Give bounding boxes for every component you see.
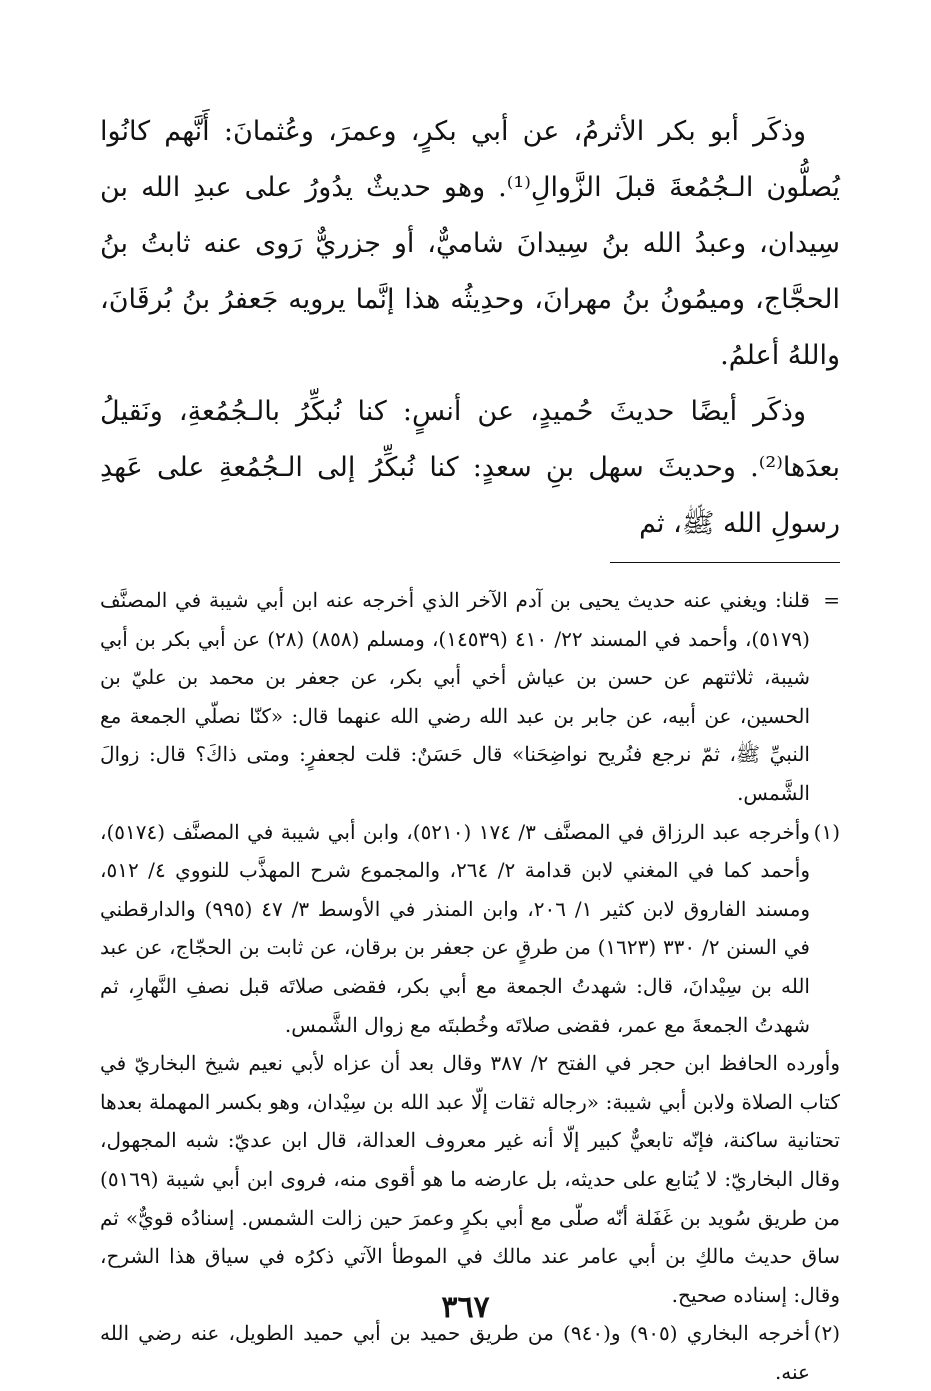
footnote-1-continuation: وأورده الحافظ ابن حجر في الفتح ٢/ ٣٨٧ وقال بعد أن عزاه لأبي نعيم شيخ البخاريّ في كتاب الصلاة ولابن أبي شيبة: «رجاله ثقات إلّا عبد الله بن سِيْدان، وهو بكسر المهملة بعدها تحتانية ساكنة، فإنّه تابعيٌّ كبير إلّا أنه غير معروف العدالة، قال ابن عديّ: شبه المجهول، وقال البخاريّ: لا يُتابع على حديثه، بل عارضه ما هو أقوى منه، فروى ابن أبي شيبة (٥١٦٩) من طريق سُويد بن غَفَلة أنّه صلّى مع أبي بكرٍ وعمرَ حين زالت الشمس. إسنادُه قويٌّ» ثم ساق حديث مالكِ بن أبي عامر عند مالك في الموطأ الآتي ذكرُه في سياق هذا الشرح، وقال: إسناده صحيح. xyxy=(100,1051,840,1307)
footnote-text: أخرجه البخاري (٩٠٥) و(٩٤٠) من طريق حميد بن أبي حميد الطويل، عنه رضي الله عنه. xyxy=(100,1321,810,1384)
footnote-text: قلنا: ويغني عنه حديث يحيى بن آدم الآخر الذي أخرجه عنه ابن أبي شيبة في المصنَّف (٥١٧٩)، وأحمد في المسند ٢٢/ ٤١٠ (١٤٥٣٩)، ومسلم (٨٥٨) (٢٨) عن أبي بكر بن أبي شيبة، ثلاثتهم عن حسن بن عياش أخي أبي بكر، عن جعفر بن محمد بن عليّ بن الحسين، عن أبيه، عن جابر بن عبد الله رضي الله عنهما قال: «كنّا نصلّي الجمعة مع النبيِّ ﷺ، ثمّ نرجع فنُريح نواضِحَنا» قال حَسَنٌ: قلت لجعفرٍ: ومتى ذاكَ؟ قال: زوالَ الشَّمس. xyxy=(100,588,810,805)
main-paragraph-1: وذكَر أبو بكر الأثرمُ، عن أبي بكرٍ، وعمرَ، وعُثمانَ: أَنَّهم كانُوا يُصلُّون الـجُمُعةَ قبلَ الزَّوالِ⁽¹⁾. وهو حديثٌ يدُورُ على عبدِ الله بن سِيدان، وعبدُ الله بنُ سِيدانَ شاميٌّ، أو جزريٌّ رَوى عنه ثابتُ بنُ الحجَّاج، وميمُونُ بنُ مهرانَ، وحدِيثُه هذا إنَّما يرويه جَعفرُ بنُ بُرقَانَ، واللهُ أعلمُ. xyxy=(100,116,840,371)
footnote-continuation xyxy=(100,581,840,813)
footnote-mark: (٢) xyxy=(813,1321,840,1346)
page-content xyxy=(100,104,840,1391)
footnote-mark: (١) xyxy=(813,819,840,844)
main-text xyxy=(100,104,840,552)
footnotes xyxy=(100,581,840,1391)
main-paragraph-2: وذكَر أيضًا حديثَ حُميدٍ، عن أنسٍ: كنا نُبكِّرُ بالـجُمُعةِ، ونَقيلُ بعدَها⁽²⁾. وحديثَ سهل بنِ سعدٍ: كنا نُبكِّرُ إلى الـجُمُعةِ على عَهدِ رسولِ الله ﷺ، ثم xyxy=(100,396,840,539)
page-number: ٣٦٧ xyxy=(441,1290,490,1325)
footnote-2 xyxy=(100,1314,840,1391)
footnote-mark: = xyxy=(823,588,840,612)
footnote-separator xyxy=(610,562,840,563)
footnote-1 xyxy=(100,813,840,1045)
footnote-text: وأخرجه عبد الرزاق في المصنَّف ٣/ ١٧٤ (٥٢١٠)، وابن أبي شيبة في المصنَّف (٥١٧٤)، وأحمد كما في المغني لابن قدامة ٢/ ٢٦٤، والمجموع شرح المهذَّب للنووي ٤/ ٥١٢، ومسند الفاروق لابن كثير ١/ ٢٠٦، وابن المنذر في الأوسط ٣/ ٤٧ (٩٩٥) والدارقطني في السنن ٢/ ٣٣٠ (١٦٢٣) من طرقٍ عن جعفر بن برقان، عن ثابت بن الحجّاج، عن عبد الله بن سِيْدانَ، قال: شهدتُ الجمعة مع أبي بكر، فقضى صلاتَه قبل نصفِ النَّهارِ، ثم شهدتُ الجمعةَ مع عمر، فقضى صلاتَه وخُطبتَه مع زوال الشَّمس. xyxy=(100,819,810,1037)
